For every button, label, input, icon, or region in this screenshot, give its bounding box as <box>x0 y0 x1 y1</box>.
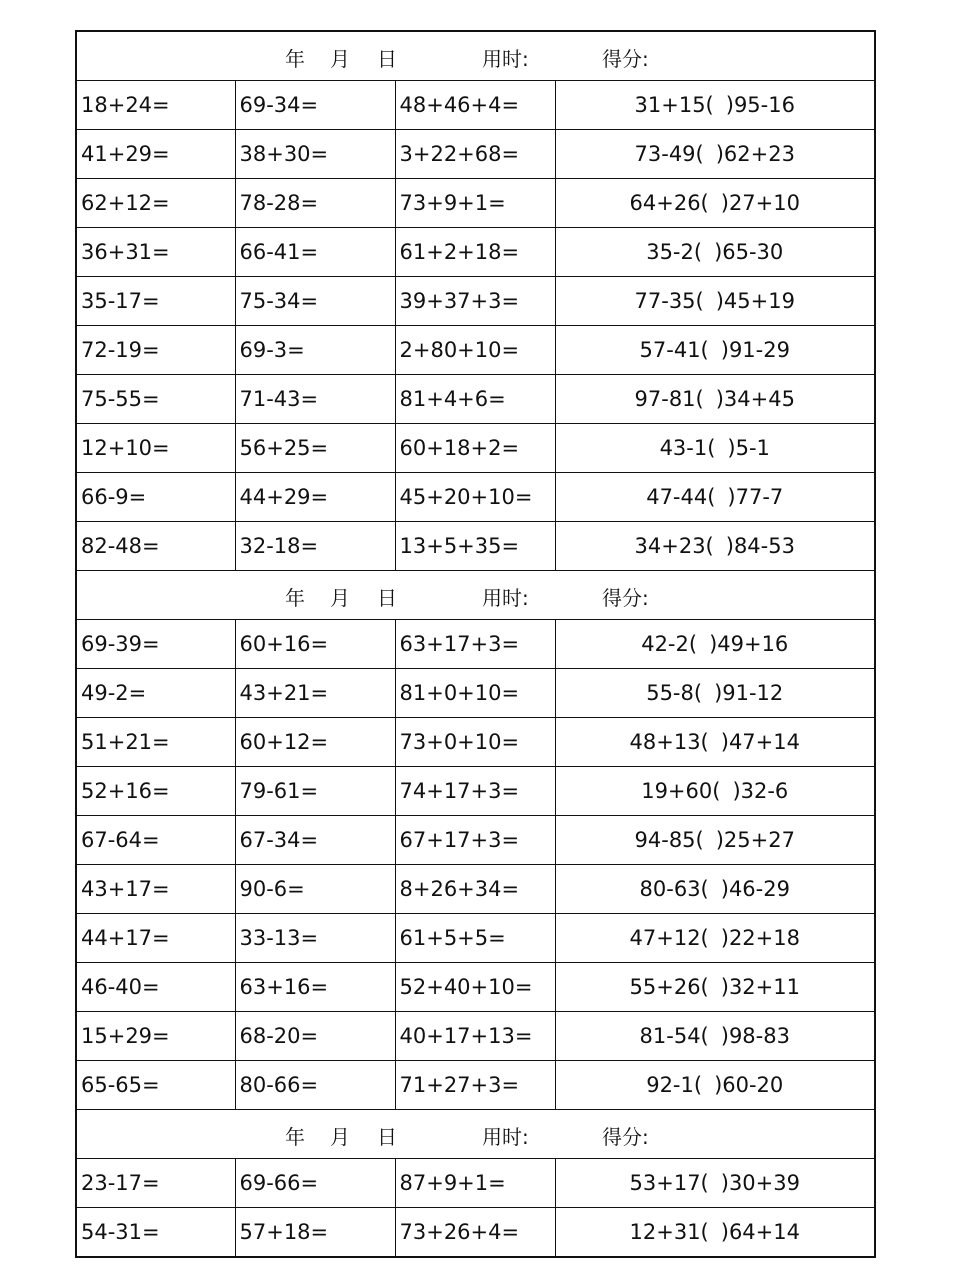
score-label: 得分: <box>602 586 649 610</box>
problem-row <box>76 522 875 571</box>
year-label: 年 <box>285 47 305 71</box>
section-header <box>76 1110 875 1159</box>
comparison-problem <box>555 277 875 326</box>
problem-col-1: 75-55= <box>76 375 235 424</box>
comparison-left: 12+31( <box>629 1220 709 1244</box>
section-header <box>76 31 875 81</box>
comparison-problem <box>555 963 875 1012</box>
problem-row <box>76 963 875 1012</box>
problem-col-3: 13+5+35= <box>395 522 555 571</box>
comparison-left: 19+60( <box>641 779 721 803</box>
problem-col-3: 81+4+6= <box>395 375 555 424</box>
problem-col-3: 74+17+3= <box>395 767 555 816</box>
comparison-left: 47-44( <box>646 485 716 509</box>
problem-col-1: 23-17= <box>76 1159 235 1208</box>
comparison-problem <box>555 1061 875 1110</box>
time-used-label: 用时: <box>482 47 529 71</box>
comparison-left: 64+26( <box>629 191 709 215</box>
comparison-problem <box>555 669 875 718</box>
comparison-right: )32-6 <box>732 779 789 803</box>
comparison-right: )47+14 <box>720 730 800 754</box>
problem-col-2: 69-34= <box>235 81 395 130</box>
problem-col-3: 81+0+10= <box>395 669 555 718</box>
problem-col-2: 32-18= <box>235 522 395 571</box>
comparison-right: )25+27 <box>715 828 795 852</box>
problem-col-3: 63+17+3= <box>395 620 555 669</box>
comparison-left: 55+26( <box>629 975 709 999</box>
comparison-problem <box>555 228 875 277</box>
comparison-left: 57-41( <box>639 338 709 362</box>
problem-col-1: 44+17= <box>76 914 235 963</box>
problem-col-3: 60+18+2= <box>395 424 555 473</box>
comparison-problem <box>555 130 875 179</box>
comparison-left: 92-1( <box>646 1073 703 1097</box>
problem-row <box>76 1159 875 1208</box>
comparison-left: 97-81( <box>634 387 704 411</box>
section-header-fields <box>77 571 874 619</box>
problem-col-3: 61+5+5= <box>395 914 555 963</box>
comparison-left: 31+15( <box>634 93 714 117</box>
problem-col-2: 78-28= <box>235 179 395 228</box>
month-label: 月 <box>330 1125 350 1149</box>
comparison-right: )30+39 <box>720 1171 800 1195</box>
problem-col-1: 69-39= <box>76 620 235 669</box>
comparison-left: 48+13( <box>629 730 709 754</box>
comparison-right: )5-1 <box>727 436 770 460</box>
problem-col-2: 71-43= <box>235 375 395 424</box>
comparison-problem <box>555 620 875 669</box>
section-header-fields <box>77 32 874 80</box>
comparison-right: )46-29 <box>720 877 790 901</box>
problem-col-3: 39+37+3= <box>395 277 555 326</box>
comparison-right: )62+23 <box>715 142 795 166</box>
comparison-left: 42-2( <box>641 632 698 656</box>
section-header-row <box>76 571 875 620</box>
problem-col-2: 69-66= <box>235 1159 395 1208</box>
problem-col-2: 63+16= <box>235 963 395 1012</box>
comparison-right: )91-12 <box>714 681 784 705</box>
comparison-right: )34+45 <box>715 387 795 411</box>
problem-col-1: 54-31= <box>76 1208 235 1258</box>
comparison-problem <box>555 1159 875 1208</box>
comparison-problem <box>555 473 875 522</box>
comparison-problem <box>555 179 875 228</box>
comparison-left: 43-1( <box>659 436 716 460</box>
problem-col-3: 73+0+10= <box>395 718 555 767</box>
problem-row <box>76 914 875 963</box>
problem-col-2: 60+16= <box>235 620 395 669</box>
problem-col-2: 38+30= <box>235 130 395 179</box>
problem-row <box>76 277 875 326</box>
problem-row <box>76 179 875 228</box>
problem-col-1: 15+29= <box>76 1012 235 1061</box>
problem-col-2: 44+29= <box>235 473 395 522</box>
score-label: 得分: <box>602 47 649 71</box>
problem-col-1: 12+10= <box>76 424 235 473</box>
section-header-fields <box>77 1110 874 1158</box>
worksheet-body <box>76 31 875 1257</box>
problem-row <box>76 718 875 767</box>
problem-col-2: 68-20= <box>235 1012 395 1061</box>
problem-col-3: 48+46+4= <box>395 81 555 130</box>
problem-col-2: 57+18= <box>235 1208 395 1258</box>
comparison-problem <box>555 718 875 767</box>
problem-row <box>76 1012 875 1061</box>
problem-col-3: 71+27+3= <box>395 1061 555 1110</box>
problem-col-1: 82-48= <box>76 522 235 571</box>
day-label: 日 <box>377 586 397 610</box>
time-used-label: 用时: <box>482 1125 529 1149</box>
comparison-problem <box>555 424 875 473</box>
problem-row <box>76 816 875 865</box>
problem-col-1: 46-40= <box>76 963 235 1012</box>
problem-col-3: 40+17+13= <box>395 1012 555 1061</box>
comparison-problem <box>555 865 875 914</box>
problem-row <box>76 1208 875 1258</box>
year-label: 年 <box>285 1125 305 1149</box>
problem-row <box>76 620 875 669</box>
problem-col-2: 79-61= <box>235 767 395 816</box>
problem-col-2: 43+21= <box>235 669 395 718</box>
comparison-left: 73-49( <box>634 142 704 166</box>
comparison-right: )45+19 <box>715 289 795 313</box>
comparison-left: 81-54( <box>639 1024 709 1048</box>
problem-col-2: 33-13= <box>235 914 395 963</box>
section-header <box>76 571 875 620</box>
comparison-right: )98-83 <box>720 1024 790 1048</box>
problem-row <box>76 473 875 522</box>
problem-col-3: 45+20+10= <box>395 473 555 522</box>
problem-col-3: 73+9+1= <box>395 179 555 228</box>
comparison-right: )84-53 <box>725 534 795 558</box>
problem-row <box>76 81 875 130</box>
problem-row <box>76 1061 875 1110</box>
day-label: 日 <box>377 1125 397 1149</box>
comparison-problem <box>555 816 875 865</box>
worksheet-table <box>75 30 876 1258</box>
comparison-left: 77-35( <box>634 289 704 313</box>
problem-col-2: 56+25= <box>235 424 395 473</box>
comparison-left: 34+23( <box>634 534 714 558</box>
problem-col-1: 72-19= <box>76 326 235 375</box>
problem-col-1: 62+12= <box>76 179 235 228</box>
problem-col-3: 61+2+18= <box>395 228 555 277</box>
problem-col-2: 66-41= <box>235 228 395 277</box>
problem-row <box>76 326 875 375</box>
problem-col-1: 43+17= <box>76 865 235 914</box>
problem-row <box>76 130 875 179</box>
comparison-problem <box>555 81 875 130</box>
problem-col-3: 2+80+10= <box>395 326 555 375</box>
problem-row <box>76 228 875 277</box>
problem-col-1: 67-64= <box>76 816 235 865</box>
comparison-problem <box>555 326 875 375</box>
comparison-right: )91-29 <box>720 338 790 362</box>
problem-col-2: 60+12= <box>235 718 395 767</box>
comparison-problem <box>555 767 875 816</box>
comparison-right: )60-20 <box>714 1073 784 1097</box>
year-label: 年 <box>285 586 305 610</box>
comparison-left: 35-2( <box>646 240 703 264</box>
comparison-right: )32+11 <box>720 975 800 999</box>
problem-col-1: 51+21= <box>76 718 235 767</box>
comparison-left: 94-85( <box>634 828 704 852</box>
problem-col-1: 18+24= <box>76 81 235 130</box>
problem-col-1: 52+16= <box>76 767 235 816</box>
problem-col-3: 52+40+10= <box>395 963 555 1012</box>
time-used-label: 用时: <box>482 586 529 610</box>
comparison-right: )22+18 <box>720 926 800 950</box>
problem-row <box>76 669 875 718</box>
problem-col-1: 35-17= <box>76 277 235 326</box>
comparison-problem <box>555 1012 875 1061</box>
problem-row <box>76 424 875 473</box>
comparison-right: )77-7 <box>727 485 784 509</box>
month-label: 月 <box>330 586 350 610</box>
problem-col-3: 8+26+34= <box>395 865 555 914</box>
problem-col-3: 73+26+4= <box>395 1208 555 1258</box>
problem-col-3: 87+9+1= <box>395 1159 555 1208</box>
problem-col-2: 75-34= <box>235 277 395 326</box>
comparison-left: 55-8( <box>646 681 703 705</box>
problem-col-1: 36+31= <box>76 228 235 277</box>
comparison-right: )64+14 <box>720 1220 800 1244</box>
problem-col-2: 69-3= <box>235 326 395 375</box>
comparison-left: 47+12( <box>629 926 709 950</box>
problem-col-1: 66-9= <box>76 473 235 522</box>
comparison-problem <box>555 1208 875 1258</box>
score-label: 得分: <box>602 1125 649 1149</box>
problem-row <box>76 375 875 424</box>
comparison-left: 80-63( <box>639 877 709 901</box>
section-header-row <box>76 1110 875 1159</box>
problem-col-3: 3+22+68= <box>395 130 555 179</box>
section-header-row <box>76 31 875 81</box>
problem-col-1: 65-65= <box>76 1061 235 1110</box>
comparison-problem <box>555 522 875 571</box>
problem-col-1: 49-2= <box>76 669 235 718</box>
day-label: 日 <box>377 47 397 71</box>
problem-col-3: 67+17+3= <box>395 816 555 865</box>
problem-row <box>76 767 875 816</box>
problem-col-2: 67-34= <box>235 816 395 865</box>
problem-row <box>76 865 875 914</box>
comparison-left: 53+17( <box>629 1171 709 1195</box>
month-label: 月 <box>330 47 350 71</box>
problem-col-2: 80-66= <box>235 1061 395 1110</box>
comparison-problem <box>555 375 875 424</box>
comparison-right: )49+16 <box>709 632 789 656</box>
comparison-right: )95-16 <box>725 93 795 117</box>
problem-col-1: 41+29= <box>76 130 235 179</box>
comparison-right: )65-30 <box>714 240 784 264</box>
problem-col-2: 90-6= <box>235 865 395 914</box>
comparison-right: )27+10 <box>720 191 800 215</box>
comparison-problem <box>555 914 875 963</box>
